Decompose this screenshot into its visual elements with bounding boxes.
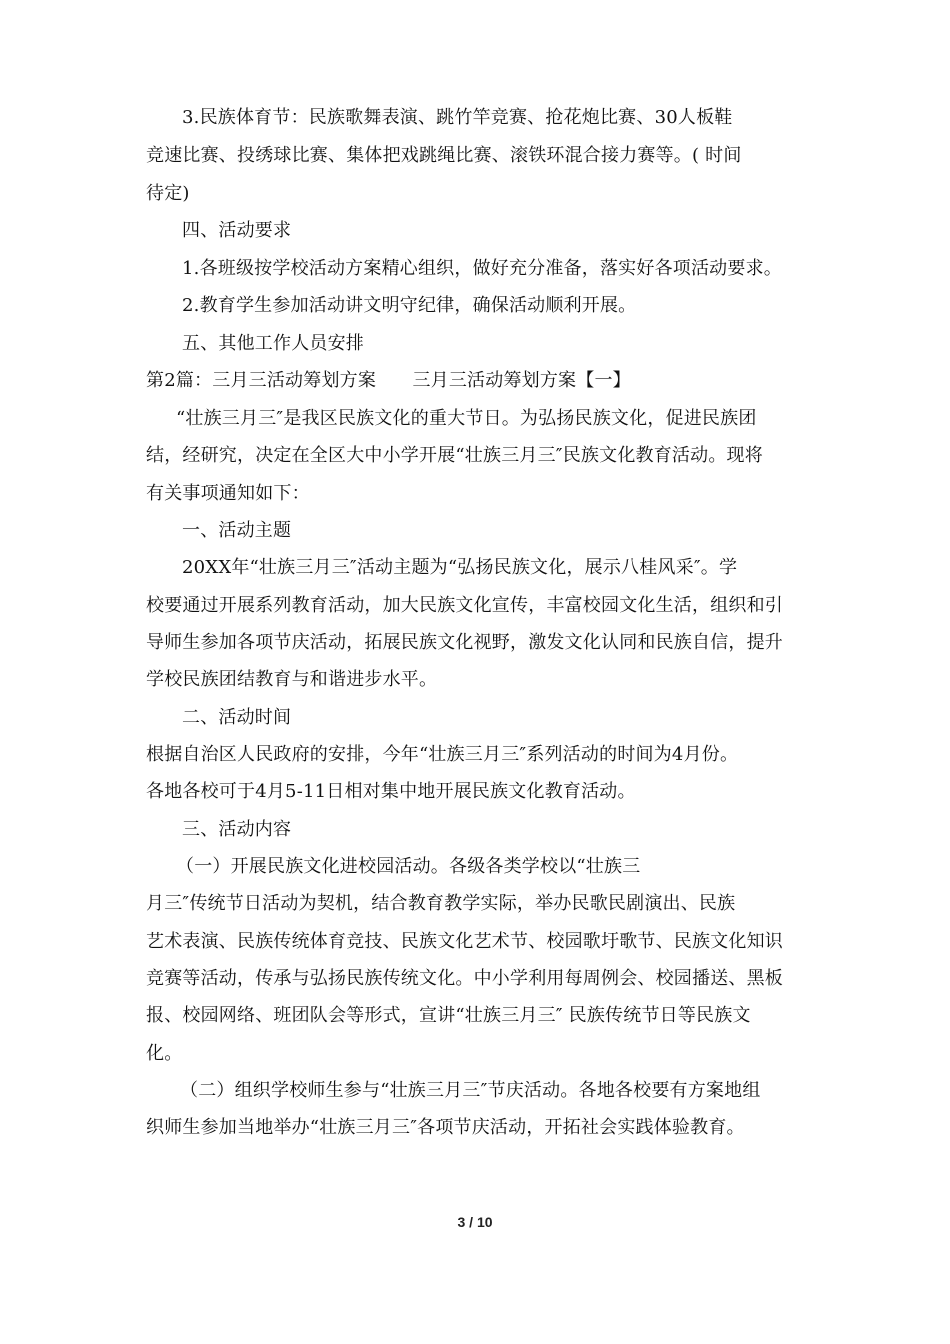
text-line: 织师生参加当地举办“壮族三月三″各项节庆活动，开拓社会实践体验教育。 <box>146 1117 745 1138</box>
text-line: 20XX年“壮族三月三″活动主题为“弘扬民族文化，展示八桂风采″。学 <box>182 557 738 578</box>
text-line: “壮族三月三″是我区民族文化的重大节日。为弘扬民族文化，促进民族团 <box>176 408 757 429</box>
text-line: （二）组织学校师生参与“壮族三月三″节庆活动。各地各校要有方案地组 <box>180 1080 761 1101</box>
text-line: 竞赛等活动，传承与弘扬民族传统文化。中小学利用每周例会、校园播送、黑板 <box>146 968 783 989</box>
text-line: 艺术表演、民族传统体育竞技、民族文化艺术节、校园歌圩歌节、民族文化知识 <box>146 931 783 952</box>
section-heading: 二、活动时间 <box>182 707 292 728</box>
section-heading: 五、其他工作人员安排 <box>182 333 364 354</box>
text-line: 结，经研究，决定在全区大中小学开展“壮族三月三″民族文化教育活动。现将 <box>146 445 763 466</box>
text-line: 月三″传统节日活动为契机，结合教育教学实际，举办民歌民剧演出、民族 <box>146 893 736 914</box>
text-line: 根据自治区人民政府的安排，今年“壮族三月三″系列活动的时间为4月份。 <box>146 744 739 765</box>
text-line: 1.各班级按学校活动方案精心组织，做好充分准备，落实好各项活动要求。 <box>182 258 782 279</box>
page-number: 3 / 10 <box>457 1214 493 1230</box>
text-line: 待定) <box>146 183 190 204</box>
section-heading: 四、活动要求 <box>182 220 292 241</box>
text-line: 各地各校可于4月5-11日相对集中地开展民族文化教育活动。 <box>146 781 636 802</box>
text-line: 报、校园网络、班团队会等形式，宣讲“壮族三月三″ 民族传统节日等民族文 <box>146 1005 751 1026</box>
text-line: 导师生参加各项节庆活动，拓展民族文化视野，激发文化认同和民族自信，提升 <box>146 632 783 653</box>
section-heading: 一、活动主题 <box>182 520 292 541</box>
text-line: 学校民族团结教育与和谐进步水平。 <box>146 669 438 690</box>
text-line: 竞速比赛、投绣球比赛、集体把戏跳绳比赛、滚铁环混合接力赛等。( 时间 <box>146 145 742 166</box>
text-line: 校要通过开展系列教育活动，加大民族文化宣传，丰富校园文化生活，组织和引 <box>146 595 783 616</box>
text-line: 3.民族体育节：民族歌舞表演、跳竹竿竞赛、抢花炮比赛、30人板鞋 <box>182 107 733 128</box>
section-heading: 三、活动内容 <box>182 819 292 840</box>
text-line: （一）开展民族文化进校园活动。各级各类学校以“壮族三 <box>176 856 641 877</box>
text-line: 2.教育学生参加活动讲文明守纪律，确保活动顺利开展。 <box>182 295 637 316</box>
text-line: 化。 <box>146 1043 183 1064</box>
text-line: 有关事项通知如下： <box>146 483 310 504</box>
chapter-heading: 第2篇：三月三活动筹划方案 三月三活动筹划方案【一】 <box>146 370 631 391</box>
